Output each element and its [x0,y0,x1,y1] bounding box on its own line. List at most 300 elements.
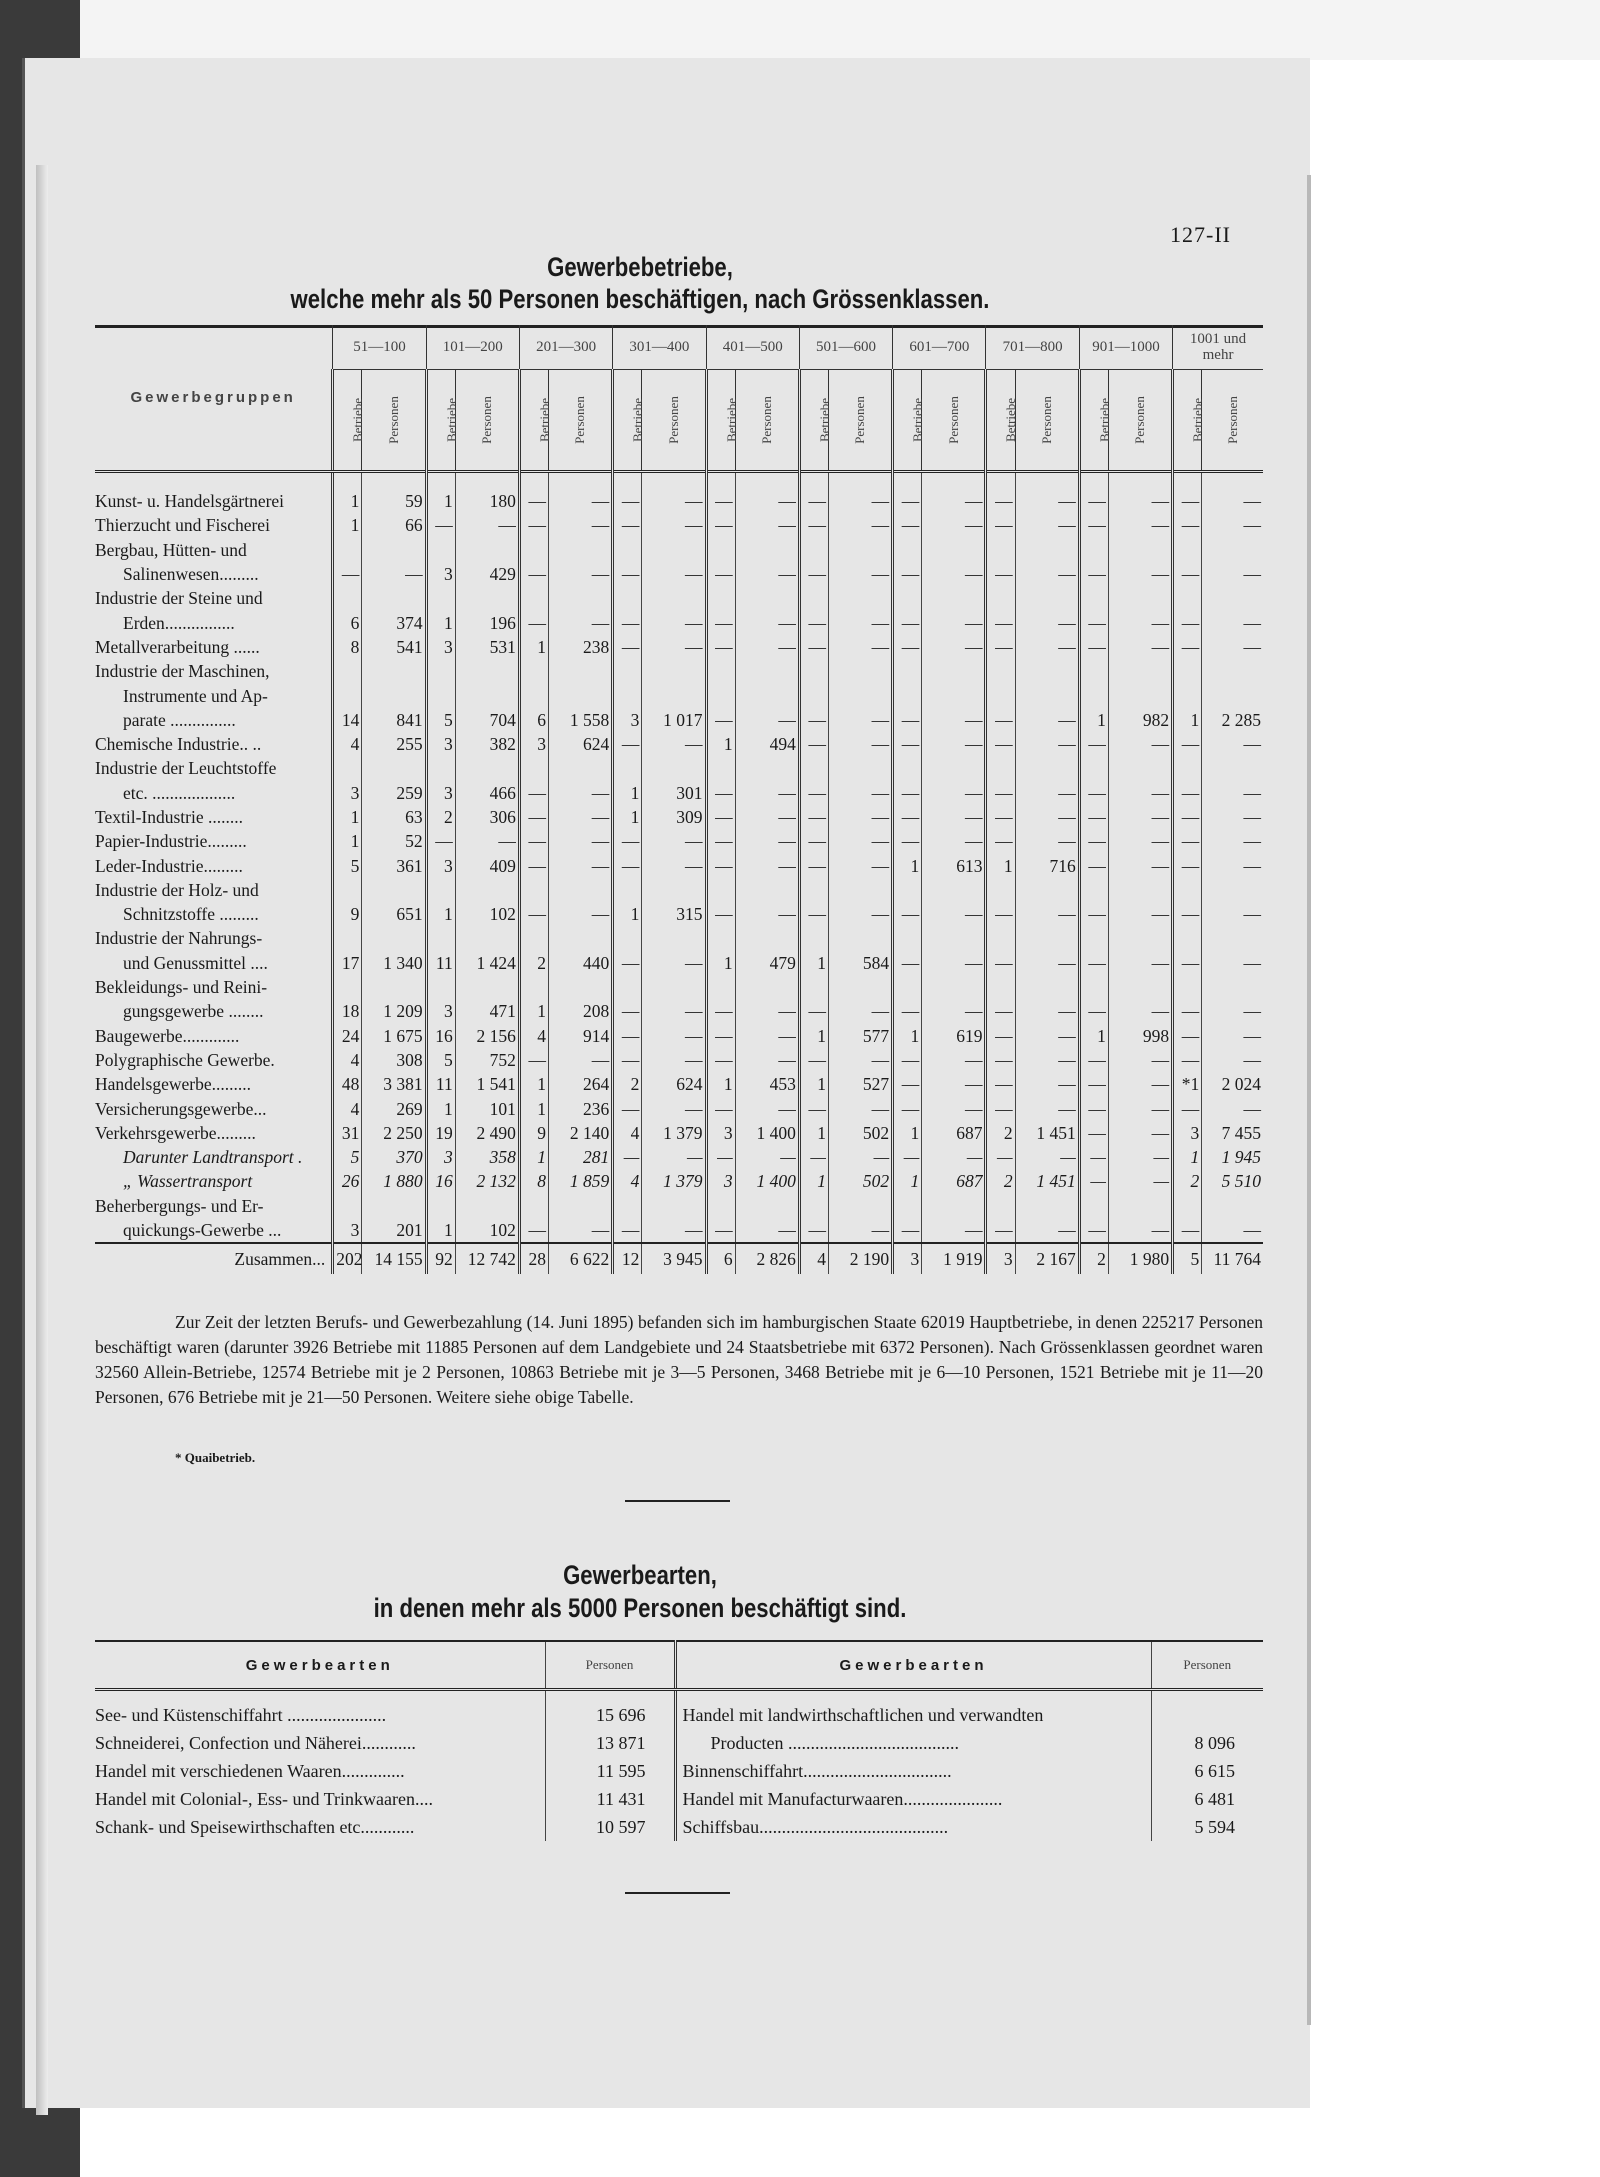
personen-cell: — [362,562,426,586]
personen-cell [455,586,519,610]
betriebe-cell: — [613,1218,642,1243]
row-label: Handelsgewerbe......... [95,1074,251,1095]
betriebe-cell: — [519,562,548,586]
betriebe-cell: — [893,562,922,586]
betriebe-cell: — [893,732,922,756]
betriebe-cell: 2 [1079,1243,1108,1274]
row-label: Polygraphische Gewerbe. [95,1049,275,1070]
personen-cell: 619 [922,1024,986,1048]
betriebe-cell: 48 [333,1072,362,1096]
betriebe-cell: — [519,781,548,805]
subheader-text: Betriebe [723,397,739,443]
personen-cell: 370 [362,1145,426,1169]
betriebe-cell: — [613,829,642,853]
betriebe-cell [333,756,362,780]
census-paragraph: Zur Zeit der letzten Berufs- und Gewerbezahlung (14. Juni 1895) befanden sich im hamburgischen Staate 62019 Hauptbetriebe, in denen 225217 Personen beschäftigt waren (darunter 3926 Betriebe mit 11885 Personen auf dem Landgebiete und 24 Staatsbetriebe mit 6372 Personen). Nach Grössenklassen geordnet waren 32560 Allein-Betriebe, 12574 Betriebe mit je 2 Personen, 10863 Betriebe mit je 3—5 Personen, 3468 Betriebe mit je 6—10 Personen, 1521 Betriebe mit je 11—20 Personen, 676 Betriebe mit je 21—50 Personen. Weitere siehe obige Tabelle. [95,1312,1263,1407]
betriebe-cell: — [613,562,642,586]
betriebe-cell: 4 [333,1096,362,1120]
personen-cell: — [828,805,892,829]
personen-cell: 716 [1015,853,1079,877]
betriebe-cell: — [613,999,642,1023]
personen-cell: — [1202,513,1263,537]
betriebe-cell [1079,538,1108,562]
t2-header-personen: Personen [1151,1641,1263,1690]
betriebe-cell: 3 [426,853,455,877]
betriebe-cell [333,538,362,562]
betriebe-cell: 1 [333,513,362,537]
betriebe-cell [799,756,828,780]
betriebe-cell: — [893,610,922,634]
personen-cell: 651 [362,902,426,926]
personen-cell: — [735,513,799,537]
personen-cell: — [642,635,706,659]
personen-cell: 1 945 [1202,1145,1263,1169]
personen-cell [1015,538,1079,562]
betriebe-cell [706,538,735,562]
personen-subheader [828,370,892,472]
betriebe-cell: — [613,1145,642,1169]
personen-cell: — [828,1218,892,1243]
personen-cell: 531 [455,635,519,659]
personen-cell: 914 [549,1024,613,1048]
row-label: parate ............... [123,709,236,730]
betriebe-cell [519,926,548,950]
table-row [95,902,1263,926]
table-row [95,708,1263,732]
subheader-text: Personen [478,396,494,444]
personen-cell: — [922,951,986,975]
personen-cell: — [1015,1024,1079,1048]
personen-cell: 1 880 [362,1169,426,1193]
personen-cell: 577 [828,1024,892,1048]
personen-cell [642,878,706,902]
personen-cell: 102 [455,1218,519,1243]
betriebe-cell: 3 [1173,1121,1202,1145]
betriebe-cell: — [1079,732,1108,756]
personen-cell: 59 [362,472,426,514]
personen-cell: — [1108,1169,1172,1193]
personen-subheader [362,370,426,472]
table-row [95,683,1263,707]
betriebe-cell [986,538,1015,562]
row-label: Thierzucht und Fischerei [95,515,270,536]
personen-cell [922,975,986,999]
row-label: Kunst- u. Handelsgärtnerei [95,491,285,512]
betriebe-cell: 5 [426,708,455,732]
personen-cell: 1 541 [455,1072,519,1096]
betriebe-cell [986,756,1015,780]
betriebe-cell: — [519,472,548,514]
betriebe-cell: 24 [333,1024,362,1048]
personen-cell [362,1194,426,1218]
personen-cell: — [1015,610,1079,634]
betriebe-cell: — [893,708,922,732]
betriebe-cell: 1 [333,829,362,853]
betriebe-cell: — [799,610,828,634]
betriebe-cell: — [706,1048,735,1072]
personen-cell: 1 379 [642,1169,706,1193]
table-row [95,732,1263,756]
personen-cell [828,659,892,683]
size-class-header: 201—300 [519,325,612,370]
personen-cell: 66 [362,513,426,537]
subheader-text: Betriebe [350,397,366,443]
personen-cell: — [642,999,706,1023]
betriebe-cell: 1 [706,732,735,756]
betriebe-cell [799,586,828,610]
personen-cell: 63 [362,805,426,829]
row-label: Chemische Industrie.. .. [95,734,262,755]
betriebe-cell: — [893,999,922,1023]
personen-cell [642,683,706,707]
personen-cell [1015,1194,1079,1218]
personen-cell: — [828,610,892,634]
table-row [95,951,1263,975]
betriebe-cell: 4 [799,1243,828,1274]
betriebe-cell: — [519,1218,548,1243]
betriebe-cell: 11 [426,1072,455,1096]
betriebe-cell: 1 [426,610,455,634]
personen-cell: — [1202,1218,1263,1243]
personen-cell: — [735,853,799,877]
personen-cell: 1 451 [1015,1121,1079,1145]
betriebe-cell: 1 [799,1169,828,1193]
betriebe-cell: 3 [426,732,455,756]
personen-value: 15 696 [545,1690,675,1730]
gewerbeart-label: Schiffsbau.......................................... [675,1813,1151,1841]
personen-cell: 315 [642,902,706,926]
personen-cell: — [549,610,613,634]
personen-subheader [642,370,706,472]
personen-cell [1015,975,1079,999]
table2-subtitle: in denen mehr als 5000 Personen beschäftigt sind. [373,1593,907,1623]
betriebe-cell: — [613,951,642,975]
betriebe-cell: 1 [893,1169,922,1193]
betriebe-cell [426,756,455,780]
betriebe-cell [613,756,642,780]
betriebe-cell: — [986,902,1015,926]
personen-cell: — [922,829,986,853]
personen-cell: 494 [735,732,799,756]
personen-cell [922,1194,986,1218]
personen-cell: — [1202,853,1263,877]
betriebe-cell: — [706,610,735,634]
betriebe-cell [1173,975,1202,999]
table1 [95,325,1263,1274]
betriebe-cell [1079,926,1108,950]
personen-cell [642,1194,706,1218]
betriebe-subheader [1173,370,1206,472]
betriebe-cell: — [893,1218,922,1243]
betriebe-cell [519,683,548,707]
personen-cell: — [1108,1145,1172,1169]
betriebe-cell: — [893,805,922,829]
personen-cell: 1 209 [362,999,426,1023]
personen-cell: — [828,781,892,805]
betriebe-cell: 1 [706,1072,735,1096]
betriebe-cell: — [706,708,735,732]
table-row [95,1218,1263,1243]
personen-cell: — [1015,951,1079,975]
betriebe-cell: 1 [893,1024,922,1048]
table-row [95,1813,1263,1841]
betriebe-cell: — [986,1218,1015,1243]
personen-cell: 998 [1108,1024,1172,1048]
betriebe-cell: 3 [893,1243,922,1274]
betriebe-subheader [1079,370,1112,472]
row-header: Gewerbegruppen [95,325,333,472]
betriebe-cell: — [1173,732,1202,756]
personen-cell [455,975,519,999]
betriebe-cell: 11 [426,951,455,975]
betriebe-cell: — [1079,1072,1108,1096]
personen-cell [1015,878,1079,902]
personen-cell: — [642,1218,706,1243]
personen-cell [362,975,426,999]
betriebe-cell: — [1173,610,1202,634]
personen-cell: — [1202,902,1263,926]
betriebe-cell: 1 [613,805,642,829]
personen-cell [642,926,706,950]
betriebe-cell: — [893,781,922,805]
betriebe-cell: — [986,1072,1015,1096]
personen-cell: — [828,829,892,853]
personen-cell: — [735,999,799,1023]
table-row [95,1169,1263,1193]
personen-cell: 102 [455,902,519,926]
personen-cell [922,926,986,950]
t2-header-personen: Personen [545,1641,675,1690]
personen-cell: 2 156 [455,1024,519,1048]
betriebe-cell: — [799,1145,828,1169]
betriebe-cell: — [706,781,735,805]
personen-value: 6 481 [1151,1785,1263,1813]
betriebe-cell: — [893,472,922,514]
personen-cell: — [1108,805,1172,829]
betriebe-cell: 4 [333,1048,362,1072]
betriebe-subheader [333,370,366,472]
betriebe-cell: 1 [799,1024,828,1048]
personen-cell: — [1015,902,1079,926]
betriebe-cell [426,683,455,707]
gewerbeart-label: Handel mit verschiedenen Waaren.............. [95,1761,405,1781]
subheader-text: Personen [572,396,588,444]
betriebe-subheader [519,370,552,472]
personen-cell: — [922,635,986,659]
betriebe-cell: — [893,1096,922,1120]
betriebe-cell [426,538,455,562]
personen-cell [922,659,986,683]
row-label: Industrie der Maschinen, [95,661,270,682]
personen-cell: — [1108,472,1172,514]
personen-cell: — [1015,805,1079,829]
betriebe-cell: 5 [333,1145,362,1169]
betriebe-cell: — [519,902,548,926]
personen-subheader [549,370,613,472]
personen-cell: — [922,1145,986,1169]
betriebe-cell: 1 [799,1121,828,1145]
betriebe-subheader [426,370,459,472]
personen-cell: — [1108,1096,1172,1120]
betriebe-cell [799,659,828,683]
betriebe-cell [893,1194,922,1218]
personen-cell: — [828,902,892,926]
personen-subheader [455,370,519,472]
betriebe-cell [613,538,642,562]
personen-cell [455,1194,519,1218]
personen-cell [455,926,519,950]
personen-cell: — [735,610,799,634]
betriebe-cell: 2 [613,1072,642,1096]
betriebe-cell: 3 [986,1243,1015,1274]
personen-cell: 259 [362,781,426,805]
personen-cell [1202,538,1263,562]
personen-cell: — [642,853,706,877]
betriebe-cell [799,975,828,999]
betriebe-cell: — [706,635,735,659]
betriebe-cell: — [613,1048,642,1072]
personen-cell: 208 [549,999,613,1023]
personen-cell [922,878,986,902]
betriebe-cell [613,586,642,610]
betriebe-cell: — [799,853,828,877]
betriebe-cell [706,756,735,780]
betriebe-cell: — [893,1048,922,1072]
betriebe-cell: 8 [519,1169,548,1193]
betriebe-cell: 1 [426,472,455,514]
personen-cell: 52 [362,829,426,853]
personen-cell [922,538,986,562]
personen-cell: — [642,610,706,634]
betriebe-cell: 5 [333,853,362,877]
betriebe-cell [1173,926,1202,950]
row-label: Industrie der Nahrungs- [95,928,263,949]
personen-cell: — [1108,829,1172,853]
personen-cell: 2 140 [549,1121,613,1145]
personen-cell: 2 250 [362,1121,426,1145]
personen-cell: — [1202,732,1263,756]
personen-cell [1108,878,1172,902]
betriebe-cell: — [706,853,735,877]
subheader-text: Personen [1224,396,1240,444]
table-row [95,999,1263,1023]
betriebe-cell [519,878,548,902]
betriebe-cell: — [799,1218,828,1243]
personen-cell: — [549,513,613,537]
personen-cell [1202,975,1263,999]
personen-cell: 374 [362,610,426,634]
table-row [95,1145,1263,1169]
betriebe-cell [333,1194,362,1218]
betriebe-cell [1173,586,1202,610]
personen-cell: — [1108,732,1172,756]
personen-cell: 624 [642,1072,706,1096]
table-row [95,1121,1263,1145]
betriebe-cell: — [1079,562,1108,586]
personen-cell: 238 [549,635,613,659]
betriebe-cell: — [893,829,922,853]
row-label: Bergbau, Hütten- und [95,539,247,560]
personen-cell: — [735,635,799,659]
betriebe-cell: 1 [1173,708,1202,732]
personen-cell: — [735,829,799,853]
betriebe-cell [426,586,455,610]
personen-subheader [735,370,799,472]
personen-cell: — [549,562,613,586]
personen-cell [828,756,892,780]
personen-subheader [922,370,986,472]
betriebe-cell: 2 [426,805,455,829]
personen-cell: 1 859 [549,1169,613,1193]
personen-cell: — [1202,610,1263,634]
betriebe-cell [1173,756,1202,780]
betriebe-cell: 14 [333,708,362,732]
personen-cell: — [1202,1048,1263,1072]
betriebe-cell: — [1079,999,1108,1023]
personen-value: 11 431 [545,1785,675,1813]
row-label: Beherbergungs- und Er- [95,1195,264,1216]
betriebe-cell [986,683,1015,707]
betriebe-cell: 4 [333,732,362,756]
personen-cell: — [1108,1121,1172,1145]
subheader-text: Betriebe [536,397,552,443]
betriebe-cell: 1 [799,1072,828,1096]
personen-cell: 584 [828,951,892,975]
gewerbeart-label: Handel mit Manufacturwaaren...................... [675,1785,1151,1813]
personen-cell: 429 [455,562,519,586]
personen-cell [828,586,892,610]
gewerbeart-label: Binnenschiffahrt................................. [675,1757,1151,1785]
subheader-text: Betriebe [443,397,459,443]
personen-cell: — [922,781,986,805]
t2-header-gewerbearten: Gewerbearten [675,1641,1151,1690]
personen-cell: 471 [455,999,519,1023]
betriebe-cell [893,586,922,610]
row-label: Salinenwesen......... [123,564,259,585]
betriebe-cell [1173,878,1202,902]
personen-cell: 255 [362,732,426,756]
personen-cell: — [922,513,986,537]
betriebe-cell: 1 [799,951,828,975]
betriebe-cell: — [1173,781,1202,805]
betriebe-cell [893,878,922,902]
table1-title: Gewerbebetriebe, [547,252,733,282]
betriebe-cell: — [706,1218,735,1243]
betriebe-cell [613,1194,642,1218]
personen-subheader [1015,370,1079,472]
betriebe-cell [893,756,922,780]
personen-cell: — [828,708,892,732]
table2 [95,1640,1263,1841]
personen-value: 13 871 [545,1729,675,1757]
betriebe-cell [706,683,735,707]
personen-cell [1108,683,1172,707]
betriebe-cell: — [893,635,922,659]
personen-cell: — [549,1048,613,1072]
personen-cell: 2 132 [455,1169,519,1193]
betriebe-subheader [893,370,926,472]
betriebe-cell: — [1079,513,1108,537]
personen-cell: 180 [455,472,519,514]
personen-cell: — [828,1048,892,1072]
personen-cell: — [828,1145,892,1169]
subheader-text: Betriebe [1190,397,1206,443]
betriebe-cell [893,926,922,950]
betriebe-cell [1173,659,1202,683]
personen-cell: — [828,562,892,586]
betriebe-cell: — [706,1024,735,1048]
personen-cell [642,586,706,610]
